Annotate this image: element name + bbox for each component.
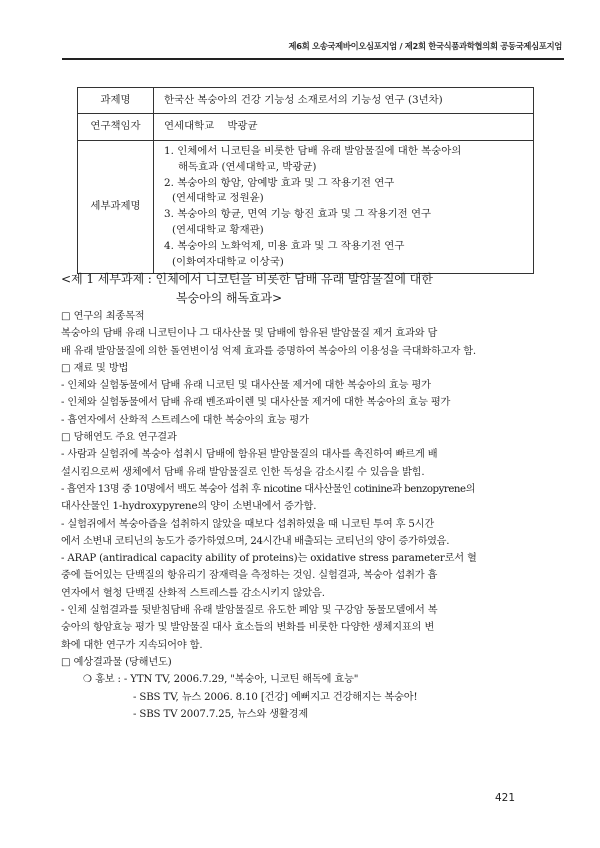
subproject-1-line-1: 1. 인체에서 니코틴을 비롯한 담배 유래 발암물질에 대한 복숭아의: [164, 145, 462, 157]
page-number: 421: [495, 792, 516, 804]
subproject-4-line-1: 4. 복숭아의 노화억제, 미용 효과 및 그 작용기전 연구: [164, 239, 405, 252]
body-line: - 인체와 실험동물에서 담배 유래 벤조파이렌 및 대사산물 제거에 대한 복숭아의 효능 평가: [61, 397, 451, 409]
subproject-list: [154, 141, 534, 274]
subproject-1-line-2: 해독효과 (연세대학교, 박광균): [178, 160, 317, 173]
subproject-3-line-1: 3. 복숭아의 항균, 면역 기능 항진 효과 및 그 작용기전 연구: [164, 208, 432, 221]
label-subprojects: 세부과제명: [78, 141, 154, 274]
subproject-entry-1: [164, 144, 527, 176]
value-project-title: 한국산 복숭아의 건강 기능성 소재로서의 기능성 연구 (3년차): [154, 88, 534, 114]
body-line: - ARAP (antiradical capacity ability of proteins)는 oxidative stress parameter로서 혈: [61, 553, 477, 565]
section-title: <제 1 세부과제 : 인체에서 니코틴을 비롯한 담배 유래 발암물질에 대한: [61, 272, 433, 286]
report-body: [61, 270, 541, 723]
body-line: 배 유래 발암물질에 의한 돌연변이성 억제 효과를 증명하여 복숭아의 이용성을 극대화하고자 함.: [61, 345, 477, 357]
body-line: 복숭아의 담배 유래 니코틴이나 그 대사산물 및 담배에 함유된 발암물질 제거 효과와 담: [61, 328, 438, 340]
pr-sub-line: - SBS TV, 뉴스 2006. 8.10 [건강] 예뻐지고 건강해지는 복숭아!: [133, 691, 418, 703]
subproject-entry-4: [164, 239, 527, 271]
body-line: 중에 들어있는 단백질의 항유리기 잠재력을 측정하는 것임. 실험결과, 복숭아 섭취가 흡: [61, 570, 438, 582]
running-header: 제6회 오송국제바이오심포지엄 / 제2회 한국식품과학협의회 공동국제심포지엄: [288, 41, 562, 51]
subproject-3-line-2: (연세대학교 황재관): [172, 223, 264, 236]
pr-sub-line: - SBS TV 2007.7.25, 뉴스와 생활경제: [133, 708, 309, 720]
label-project-title: 과제명: [78, 88, 154, 114]
header-rule: [62, 58, 564, 60]
heading-final-objective: □ 연구의 최종목적: [61, 311, 145, 322]
body-line: 대사산물인 1-hydroxypyrene의 양이 소변내에서 증가함.: [61, 501, 317, 513]
value-principal-investigator: 연세대학교 박광균: [154, 114, 534, 141]
body-line: 에서 소변내 코티닌의 농도가 증가하였으며, 24시간내 배출되는 코티닌의 양이 증가하였음.: [61, 535, 450, 547]
pr-line: ❍ 홍보 : - YTN TV, 2006.7.29, "복숭아, 니코틴 해독에 효능": [83, 674, 359, 686]
subproject-entry-2: [164, 176, 527, 208]
subproject-2-line-1: 2. 복숭아의 항암, 암예방 효과 및 그 작용기전 연구: [164, 176, 395, 189]
body-line: - 흡연자에서 산화적 스트레스에 대한 복숭아의 효능 평가: [61, 414, 309, 426]
body-line: - 사람과 실험쥐에 복숭아 섭취시 담배에 함유된 발암물질의 대사를 촉진하여 빠르게 배: [61, 449, 438, 461]
project-info-table: [77, 87, 534, 274]
heading-main-results: □ 당해연도 주요 연구결과: [61, 432, 177, 444]
body-line: - 인체 실험결과를 뒷받침담배 유래 발암물질로 유도한 폐암 및 구강암 동물모델에서 복: [61, 605, 438, 617]
table-row-principal-investigator: [78, 114, 534, 141]
subproject-entry-3: [164, 207, 527, 239]
subproject-4-line-2: (이화여자대학교 이상국): [172, 255, 284, 268]
body-line: - 흡연자 13명 중 10명에서 백도 복숭아 섭취 후 nicotine 대사산물인 cotinine과 benzopyrene의: [61, 483, 476, 495]
body-line: 설시킴으로써 생체에서 담배 유래 발암물질로 인한 독성을 감소시킬 수 있음을 밝힘.: [61, 466, 425, 478]
section-title-continued: 복숭아의 해독효과>: [176, 291, 282, 305]
body-line: 연자에서 혈청 단백질 산화적 스트레스를 감소시키지 않았음.: [61, 587, 325, 599]
table-row-subprojects: [78, 141, 534, 274]
body-line: 화에 대한 연구가 지속되어야 함.: [61, 639, 203, 651]
heading-expected-outputs: □ 예상결과물 (당해년도): [61, 656, 172, 668]
table-row-project-title: [78, 88, 534, 114]
body-line: 숭아의 항암효능 평가 및 발암물질 대사 효소들의 변화를 비롯한 다양한 생체지표의 변: [61, 622, 435, 634]
subproject-2-line-2: (연세대학교 정원윤): [172, 192, 264, 205]
body-line: - 인체와 실험동물에서 담배 유래 니코틴 및 대사산물 제거에 대한 복숭아의 효능 평가: [61, 380, 431, 392]
label-principal-investigator: 연구책임자: [78, 114, 154, 141]
heading-materials-methods: □ 재료 및 방법: [61, 362, 129, 374]
body-line: - 실험쥐에서 복숭아즙을 섭취하지 않았을 때보다 섭취하였을 때 니코틴 투여 후 5시간: [61, 518, 435, 530]
